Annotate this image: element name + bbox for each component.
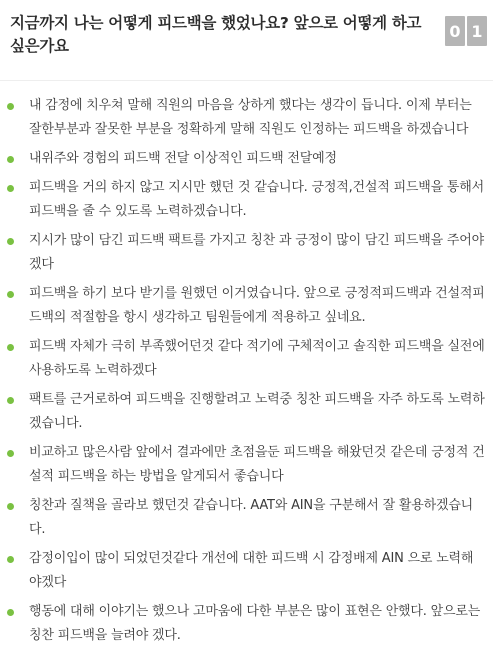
answer-text: 내 감정에 치우쳐 말해 직원의 마음을 상하게 했다는 생각이 듭니다. 이제 부터는 잘한부분과 잘못한 부분을 정확하게 말해 직원도 인정하는 피드백을 하겠습니다 [29, 98, 472, 137]
answer-item [0, 176, 493, 224]
answer-text: 피드백 자체가 극히 부족했어던것 같다 적기에 구체적이고 솔직한 피드백을 실전에 사용하도록 노력하겠다 [29, 339, 485, 378]
answer-text: 피드백을 하기 보다 받기를 원했던 이거였습니다. 앞으로 긍정적피드백과 건설적피드백의 적절함을 항시 생각하고 팀원들에게 적용하고 싶네요. [29, 286, 485, 325]
bullet-dot-icon [7, 450, 14, 457]
answer-text: 칭찬과 질책을 골라보 했던것 같습니다. AAT와 AIN을 구분해서 잘 활용하겠습니다. [29, 498, 474, 537]
answer-item [0, 229, 493, 277]
question-header [10, 12, 430, 58]
answer-item [0, 441, 493, 489]
counter-digit: 1 [467, 16, 487, 46]
bullet-dot-icon [7, 238, 14, 245]
answer-item [0, 388, 493, 436]
bullet-dot-icon [7, 185, 14, 192]
answer-item [0, 147, 493, 171]
answer-text: 내위주와 경험의 피드백 전달 이상적인 피드백 전달예정 [29, 151, 337, 166]
answer-text: 팩트를 근거로하여 피드백을 진행할려고 노력중 칭찬 피드백을 자주 하도록 노력하겠습니다. [29, 392, 485, 431]
divider [0, 80, 493, 81]
answer-item [0, 547, 493, 595]
answer-text: 행동에 대해 이야기는 했으나 고마움에 다한 부분은 많이 표현은 안했다. 앞으로는 칭찬 피드백을 늘려야 겠다. [29, 604, 481, 643]
answer-text: 감정이입이 많이 되었던것같다 개선에 대한 피드백 시 감정배제 AIN 으로 노력해야겠다 [29, 551, 474, 590]
bullet-dot-icon [7, 344, 14, 351]
bullet-dot-icon [7, 103, 14, 110]
answer-list [0, 94, 493, 653]
question-title: 지금까지 나는 어떻게 피드백을 했었나요? 앞으로 어떻게 하고 싶은가요 [10, 14, 422, 55]
bullet-dot-icon [7, 556, 14, 563]
answer-text: 비교하고 많은사람 앞에서 결과에만 초점을둔 피드백을 해왔던것 같은데 긍정적 건설적 피드백을 하는 방법을 알게되서 좋습니다 [29, 445, 485, 484]
answer-text: 지시가 많이 담긴 피드백 팩트를 가지고 칭찬 과 긍정이 많이 담긴 피드백을 주어야 겠다 [29, 233, 485, 272]
bullet-dot-icon [7, 397, 14, 404]
answer-item [0, 494, 493, 542]
bullet-dot-icon [7, 609, 14, 616]
answer-item [0, 94, 493, 142]
answer-text: 피드백을 거의 하지 않고 지시만 했던 것 같습니다. 긍정적,건설적 피드백을 통해서 피드백을 줄 수 있도록 노력하겠습니다. [29, 180, 485, 219]
bullet-dot-icon [7, 291, 14, 298]
answer-item [0, 600, 493, 648]
answer-item [0, 335, 493, 383]
answer-counter [445, 16, 487, 46]
bullet-dot-icon [7, 503, 14, 510]
counter-digit: 0 [445, 16, 465, 46]
answer-item [0, 282, 493, 330]
bullet-dot-icon [7, 156, 14, 163]
